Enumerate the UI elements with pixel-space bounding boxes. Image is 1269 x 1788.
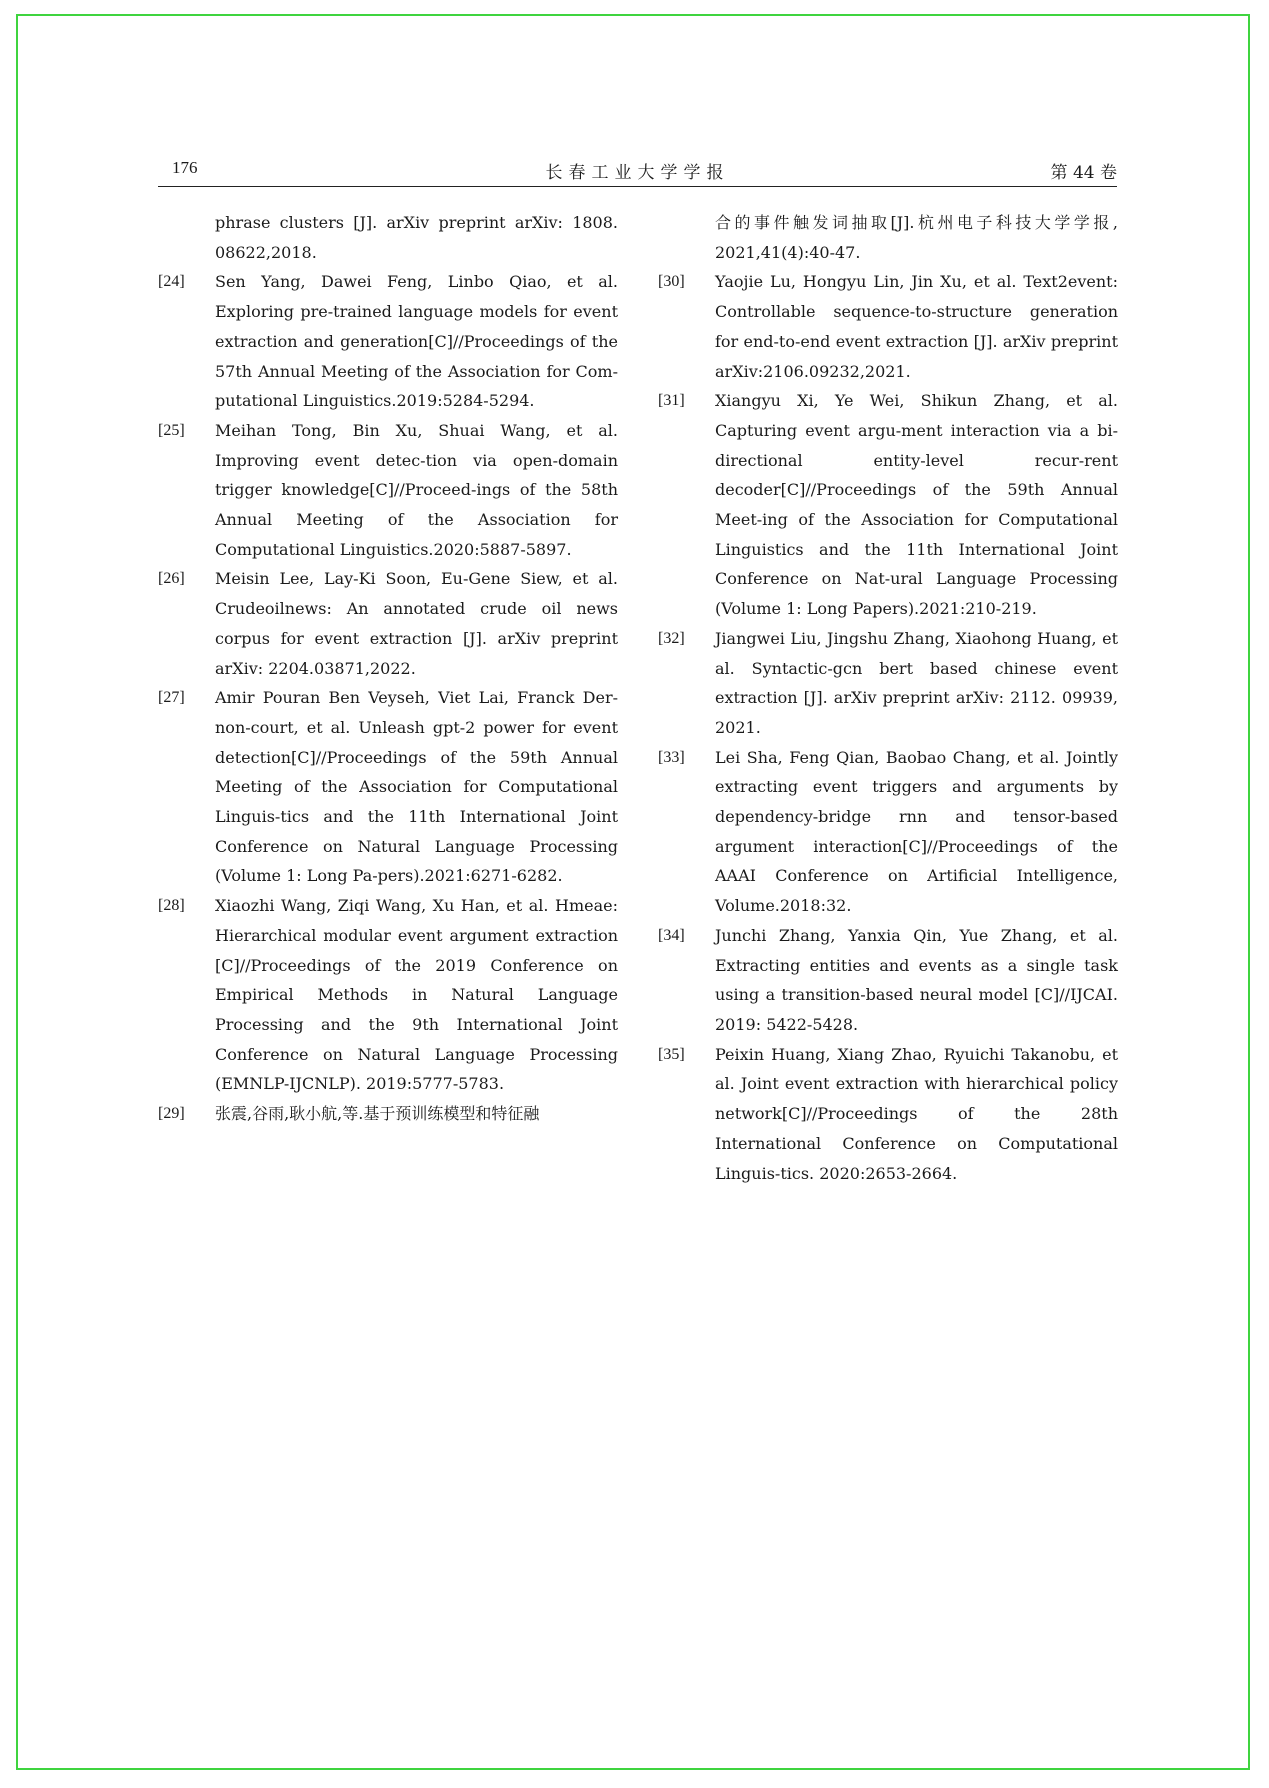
reference-text: Sen Yang, Dawei Feng, Linbo Qiao, et al. Exploring pre-trained language models for event extraction and generation[C]//Proceedings of the 57th Annual Meeting of the Association for Com-putational Linguistics.2019:5284-5294.	[215, 272, 618, 411]
reference-entry	[658, 624, 1118, 743]
reference-number: [28]	[158, 897, 185, 915]
reference-entry	[658, 921, 1118, 1040]
reference-text: 张震,谷雨,耿小航,等.基于预训练模型和特征融	[215, 1104, 540, 1124]
reference-text: Yaojie Lu, Hongyu Lin, Jin Xu, et al. Text2event: Controllable sequence-to-structure generation for end-to-end event extraction [J]. arXiv preprint arXiv:2106.09232,2021.	[715, 272, 1118, 381]
reference-text: Peixin Huang, Xiang Zhao, Ryuichi Takanobu, et al. Joint event extraction with hierarchical policy network[C]//Proceedings of the 28th International Conference on Computational Linguis-tics. 2020:2653-2664.	[715, 1044, 1118, 1183]
references-right-column	[658, 208, 1118, 1188]
reference-entry	[158, 267, 618, 416]
reference-text: Lei Sha, Feng Qian, Baobao Chang, et al. Jointly extracting event triggers and arguments by dependency-bridge rnn and tensor-based argument interaction[C]//Proceedings of the AAAI Conference on Artificial Intelligence, Volume.2018:32.	[715, 747, 1118, 916]
reference-number: [30]	[658, 273, 685, 291]
journal-title: 长春工业大学学报	[545, 163, 730, 183]
reference-entry	[658, 208, 1118, 267]
page-number: 176	[172, 158, 198, 177]
reference-number: [26]	[158, 570, 185, 588]
reference-text: Meisin Lee, Lay-Ki Soon, Eu-Gene Siew, et al. Crudeoilnews: An annotated crude oil news corpus for event extraction [J]. arXiv preprint arXiv: 2204.03871,2022.	[215, 569, 618, 678]
reference-entry	[158, 683, 618, 891]
references-left-column	[158, 208, 618, 1129]
reference-text: Xiangyu Xi, Ye Wei, Shikun Zhang, et al. Capturing event argu-ment interaction via a bi-directional entity-level recur-rent decoder[C]//Proceedings of the 59th Annual Meet-ing of the Association for Computational Linguistics and the 11th International Joint Conference on Nat-ural Language Processing (Volume 1: Long Papers).2021:210-219.	[715, 391, 1118, 619]
reference-entry	[158, 564, 618, 683]
reference-entry	[158, 208, 618, 267]
reference-text: Amir Pouran Ben Veyseh, Viet Lai, Franck Der-non-court, et al. Unleash gpt-2 power for event detection[C]//Proceedings of the 59th Annual Meeting of the Association for Computational Linguis-tics and the 11th International Joint Conference on Natural Language Processing (Volume 1: Long Pa-pers).2021:6271-6282.	[215, 688, 618, 886]
reference-number: [27]	[158, 689, 185, 707]
reference-entry	[658, 743, 1118, 921]
reference-number: [33]	[658, 748, 685, 766]
reference-number: [35]	[658, 1045, 685, 1063]
reference-number: [31]	[658, 392, 685, 410]
reference-text: Meihan Tong, Bin Xu, Shuai Wang, et al. Improving event detec-tion via open-domain trigger knowledge[C]//Proceed-ings of the 58th Annual Meeting of the Association for Computational Linguistics.2020:5887-5897.	[215, 420, 618, 559]
reference-number: [25]	[158, 421, 185, 439]
reference-text: phrase clusters [J]. arXiv preprint arXiv: 1808. 08622,2018.	[215, 213, 618, 262]
reference-text: 合的事件触发词抽取[J].杭州电子科技大学学报, 2021,41(4):40-47.	[715, 213, 1118, 262]
reference-entry	[658, 267, 1118, 386]
running-header	[158, 154, 1117, 187]
reference-entry	[658, 1040, 1118, 1189]
reference-number: [32]	[658, 629, 685, 647]
reference-number: [34]	[658, 926, 685, 944]
reference-number: [24]	[158, 273, 185, 291]
reference-entry	[158, 1099, 618, 1129]
reference-entry	[158, 416, 618, 565]
reference-text: Jiangwei Liu, Jingshu Zhang, Xiaohong Huang, et al. Syntactic-gcn bert based chinese event extraction [J]. arXiv preprint arXiv: 2112. 09939, 2021.	[715, 628, 1118, 737]
reference-text: Junchi Zhang, Yanxia Qin, Yue Zhang, et al. Extracting entities and events as a single task using a transition-based neural model [C]//IJCAI. 2019: 5422-5428.	[715, 925, 1118, 1034]
reference-entry	[158, 891, 618, 1099]
reference-entry	[658, 386, 1118, 624]
volume-label: 第 44 卷	[1050, 163, 1117, 183]
reference-number: [29]	[158, 1105, 185, 1123]
reference-text: Xiaozhi Wang, Ziqi Wang, Xu Han, et al. Hmeae: Hierarchical modular event argument extraction [C]//Proceedings of the 2019 Conference on Empirical Methods in Natural Language Processing and the 9th International Joint Conference on Natural Language Processing (EMNLP-IJCNLP). 2019:5777-5783.	[215, 896, 618, 1094]
